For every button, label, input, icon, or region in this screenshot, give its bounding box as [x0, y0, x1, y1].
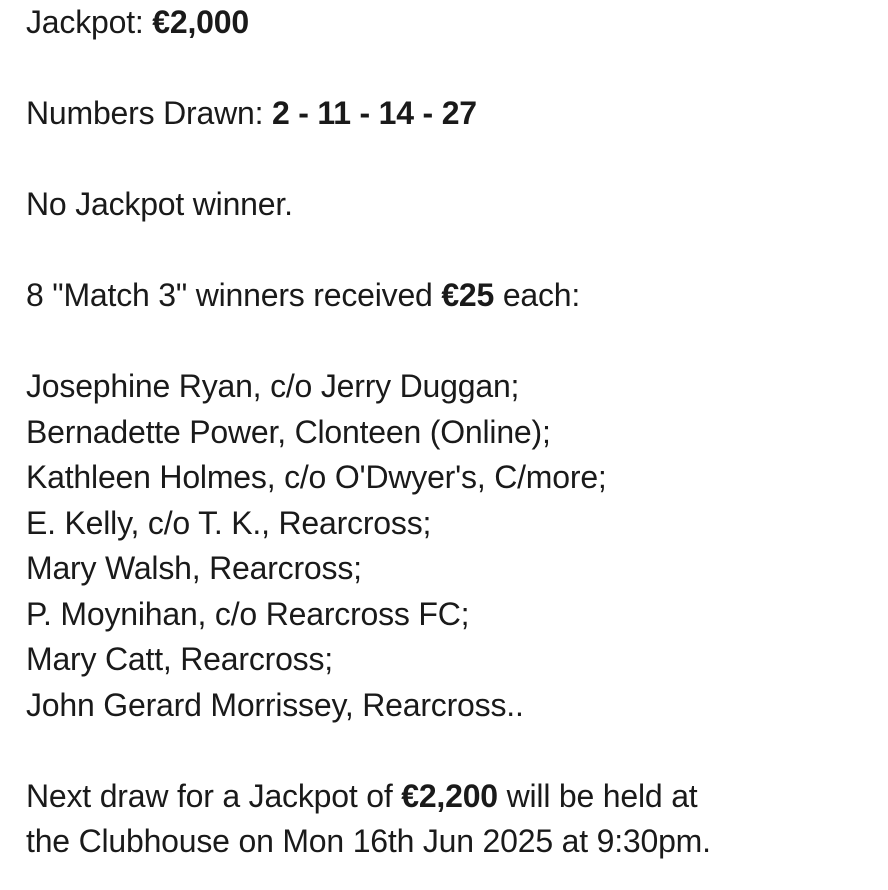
jackpot-label: Jackpot: [26, 4, 153, 40]
next-draw-line-2: the Clubhouse on Mon 16th Jun 2025 at 9:30pm. [26, 823, 711, 859]
next-draw-amount: €2,200 [401, 777, 498, 814]
result-line: No Jackpot winner. [26, 186, 293, 222]
spacer [26, 319, 876, 365]
jackpot-line [26, 0, 876, 46]
winner-item: Josephine Ryan, c/o Jerry Duggan; [26, 368, 520, 404]
spacer [26, 728, 876, 774]
spacer [26, 137, 876, 183]
match3-line [26, 273, 876, 319]
match3-prefix: 8 "Match 3" winners received [26, 277, 442, 313]
match3-amount: €25 [441, 277, 495, 313]
winner-item: E. Kelly, c/o T. K., Rearcross; [26, 504, 432, 541]
winner-item: Mary Walsh, Rearcross; [26, 550, 362, 586]
winner-item: Bernadette Power, Clonteen (Online); [26, 413, 551, 450]
winner-item: John Gerard Morrissey, Rearcross.. [26, 686, 524, 723]
numbers-drawn-line [26, 91, 876, 137]
numbers-drawn-values: 2 - 11 - 14 - 27 [271, 95, 477, 131]
winner-item: Mary Catt, Rearcross; [26, 641, 333, 677]
numbers-drawn-label: Numbers Drawn: [26, 95, 272, 131]
lotto-results-text [26, 0, 876, 865]
next-draw-suffix: will be held at [497, 777, 698, 814]
spacer [26, 228, 876, 274]
spacer [26, 46, 876, 92]
next-draw-line-1 [26, 774, 876, 820]
winners-list [26, 364, 876, 728]
winner-item: Kathleen Holmes, c/o O'Dwyer's, C/more; [26, 459, 607, 495]
winner-item: P. Moynihan, c/o Rearcross FC; [26, 595, 470, 632]
match3-suffix: each: [494, 277, 581, 313]
jackpot-amount: €2,000 [152, 4, 249, 40]
next-draw-prefix: Next draw for a Jackpot of [26, 777, 402, 814]
